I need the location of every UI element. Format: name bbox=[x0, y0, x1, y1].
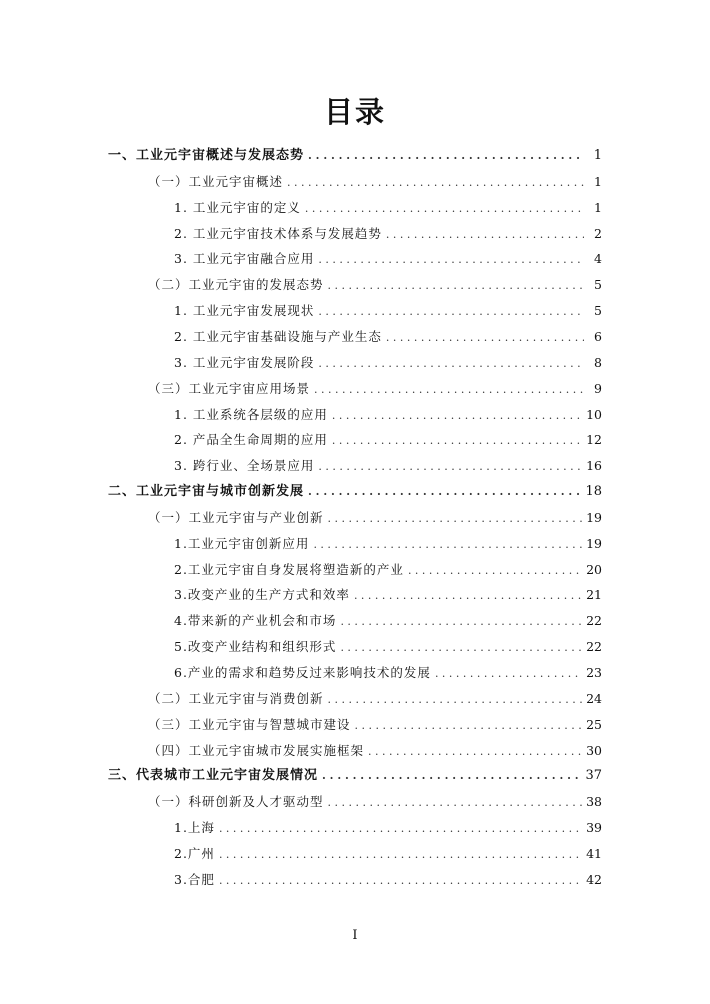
toc-entry[interactable] bbox=[148, 508, 602, 528]
dot-leader bbox=[219, 819, 582, 839]
toc-entry[interactable] bbox=[174, 249, 602, 269]
toc-entry-label: 3. 工业元宇宙融合应用 bbox=[174, 251, 315, 267]
dot-leader bbox=[328, 793, 583, 813]
toc-entry[interactable] bbox=[148, 172, 602, 192]
toc-entry-label: 3.改变产业的生产方式和效率 bbox=[174, 587, 350, 603]
toc-entry[interactable] bbox=[148, 715, 602, 735]
toc-entry[interactable] bbox=[174, 198, 602, 218]
dot-leader bbox=[318, 250, 584, 270]
toc-entry[interactable] bbox=[174, 663, 602, 683]
toc-entry-page: 42 bbox=[586, 871, 602, 887]
toc-entry-label: （二）工业元宇宙与消费创新 bbox=[148, 690, 324, 706]
toc-entry-page: 37 bbox=[585, 768, 602, 784]
dot-leader bbox=[354, 586, 582, 606]
dot-leader bbox=[287, 173, 584, 193]
toc-entry[interactable] bbox=[174, 224, 602, 244]
toc-entry-page: 5 bbox=[594, 303, 602, 319]
toc-entry-label: 3. 跨行业、全场景应用 bbox=[174, 458, 315, 474]
toc-entry[interactable] bbox=[174, 560, 602, 580]
dot-leader bbox=[386, 225, 584, 245]
toc-entry[interactable] bbox=[148, 275, 602, 295]
toc-entry-label: （三）工业元宇宙应用场景 bbox=[148, 380, 311, 396]
toc-entry-page: 1 bbox=[594, 173, 602, 189]
toc-entry[interactable] bbox=[174, 611, 602, 631]
toc-entry[interactable] bbox=[174, 327, 602, 347]
toc-entry[interactable] bbox=[174, 353, 602, 373]
toc-entry-page: 21 bbox=[586, 587, 602, 603]
dot-leader bbox=[305, 199, 584, 219]
toc-entry[interactable] bbox=[174, 844, 602, 864]
toc-entry-label: 三、代表城市工业元宇宙发展情况 bbox=[108, 768, 319, 784]
dot-leader bbox=[308, 482, 581, 502]
toc-entry-page: 39 bbox=[586, 820, 602, 836]
toc-entry-label: 3.合肥 bbox=[174, 871, 215, 887]
dot-leader bbox=[219, 871, 582, 891]
dot-leader bbox=[340, 638, 582, 658]
toc-entry-page: 19 bbox=[586, 535, 602, 551]
toc-entry-label: （三）工业元宇宙与智慧城市建设 bbox=[148, 716, 351, 732]
toc-entry-page: 20 bbox=[586, 561, 602, 577]
toc-entry[interactable] bbox=[108, 146, 602, 166]
toc-entry[interactable] bbox=[174, 456, 602, 476]
toc-entry-page: 6 bbox=[594, 328, 602, 344]
toc-entry[interactable] bbox=[148, 379, 602, 399]
dot-leader bbox=[314, 380, 584, 400]
toc-entry[interactable] bbox=[108, 766, 602, 786]
dot-leader bbox=[368, 742, 582, 762]
dot-leader bbox=[355, 716, 583, 736]
toc-entry-page: 10 bbox=[586, 406, 602, 422]
dot-leader bbox=[408, 561, 582, 581]
toc-entry[interactable] bbox=[174, 301, 602, 321]
dot-leader bbox=[318, 457, 582, 477]
toc-entry-label: 一、工业元宇宙概述与发展态势 bbox=[108, 148, 305, 163]
toc-entry-label: 5.改变产业结构和组织形式 bbox=[174, 639, 337, 655]
toc-entry-label: 1.工业元宇宙创新应用 bbox=[174, 535, 310, 551]
toc-entry-page: 12 bbox=[586, 432, 602, 448]
toc-entry-page: 16 bbox=[586, 458, 602, 474]
toc-entry-label: 1. 工业元宇宙的定义 bbox=[174, 199, 301, 215]
dot-leader bbox=[308, 146, 584, 166]
toc-entry-label: 3. 工业元宇宙发展阶段 bbox=[174, 354, 315, 370]
toc-entry-label: （四）工业元宇宙城市发展实施框架 bbox=[148, 742, 365, 758]
dot-leader bbox=[328, 276, 584, 296]
toc-entry-label: 2. 工业元宇宙基础设施与产业生态 bbox=[174, 328, 382, 344]
toc-entry-page: 22 bbox=[586, 613, 602, 629]
toc-entry-page: 24 bbox=[586, 690, 602, 706]
toc-entry-label: 1. 工业系统各层级的应用 bbox=[174, 406, 328, 422]
page-number-footer: I bbox=[352, 928, 358, 943]
toc-entry[interactable] bbox=[174, 870, 602, 890]
toc-entry-page: 2 bbox=[594, 225, 602, 241]
toc-entry[interactable] bbox=[148, 741, 602, 761]
toc-entry-page: 8 bbox=[594, 354, 602, 370]
toc-entry[interactable] bbox=[174, 818, 602, 838]
toc-entry-page: 1 bbox=[594, 199, 602, 215]
dot-leader bbox=[332, 406, 582, 426]
toc-entry[interactable] bbox=[148, 792, 602, 812]
toc-entry-label: （一）科研创新及人才驱动型 bbox=[148, 794, 324, 810]
toc-entry-label: 4.带来新的产业机会和市场 bbox=[174, 613, 337, 629]
toc-entry-page: 22 bbox=[586, 639, 602, 655]
toc-entry-label: 6.产业的需求和趋势反过来影响技术的发展 bbox=[174, 665, 431, 680]
dot-leader bbox=[435, 664, 582, 684]
page-title: 目录 bbox=[323, 95, 386, 129]
toc-entry-label: 二、工业元宇宙与城市创新发展 bbox=[108, 484, 305, 500]
toc-entry-page: 25 bbox=[586, 716, 602, 732]
toc-entry-label: （二）工业元宇宙的发展态势 bbox=[148, 277, 324, 293]
toc-entry-page: 1 bbox=[593, 148, 602, 163]
toc-entry[interactable] bbox=[174, 637, 602, 657]
toc-entry-page: 38 bbox=[586, 794, 602, 810]
dot-leader bbox=[318, 302, 584, 322]
toc-entry-page: 19 bbox=[586, 509, 602, 525]
toc-entry-label: 1.上海 bbox=[174, 820, 215, 836]
toc-entry-page: 30 bbox=[586, 742, 602, 758]
toc-entry[interactable] bbox=[108, 482, 602, 502]
toc-entry-page: 41 bbox=[586, 845, 602, 861]
dot-leader bbox=[340, 612, 582, 632]
toc-entry-page: 18 bbox=[585, 484, 602, 500]
toc-entry-label: 1. 工业元宇宙发展现状 bbox=[174, 303, 315, 319]
dot-leader bbox=[328, 690, 583, 710]
dot-leader bbox=[322, 766, 581, 786]
toc-entry[interactable] bbox=[174, 405, 602, 425]
dot-leader bbox=[219, 845, 582, 865]
toc-entry[interactable] bbox=[174, 534, 602, 554]
toc-entry-page: 4 bbox=[594, 251, 602, 267]
toc-entry-label: 2.广州 bbox=[174, 845, 215, 861]
dot-leader bbox=[328, 509, 583, 529]
toc-entry-label: 2.工业元宇宙自身发展将塑造新的产业 bbox=[174, 561, 404, 577]
dot-leader bbox=[313, 535, 582, 555]
toc-entry-label: 2. 产品全生命周期的应用 bbox=[174, 432, 328, 448]
dot-leader bbox=[386, 328, 584, 348]
toc-entry-label: 2. 工业元宇宙技术体系与发展趋势 bbox=[174, 225, 382, 241]
toc-entry[interactable] bbox=[174, 585, 602, 605]
toc-entry[interactable] bbox=[148, 689, 602, 709]
dot-leader bbox=[332, 431, 582, 451]
toc-entry-label: （一）工业元宇宙与产业创新 bbox=[148, 509, 324, 525]
toc-entry-page: 9 bbox=[594, 380, 602, 396]
dot-leader bbox=[318, 354, 584, 374]
toc-entry-label: （一）工业元宇宙概述 bbox=[148, 173, 284, 189]
toc-entry[interactable] bbox=[174, 430, 602, 450]
toc-entry-page: 23 bbox=[586, 665, 602, 680]
toc-entry-page: 5 bbox=[594, 277, 602, 293]
